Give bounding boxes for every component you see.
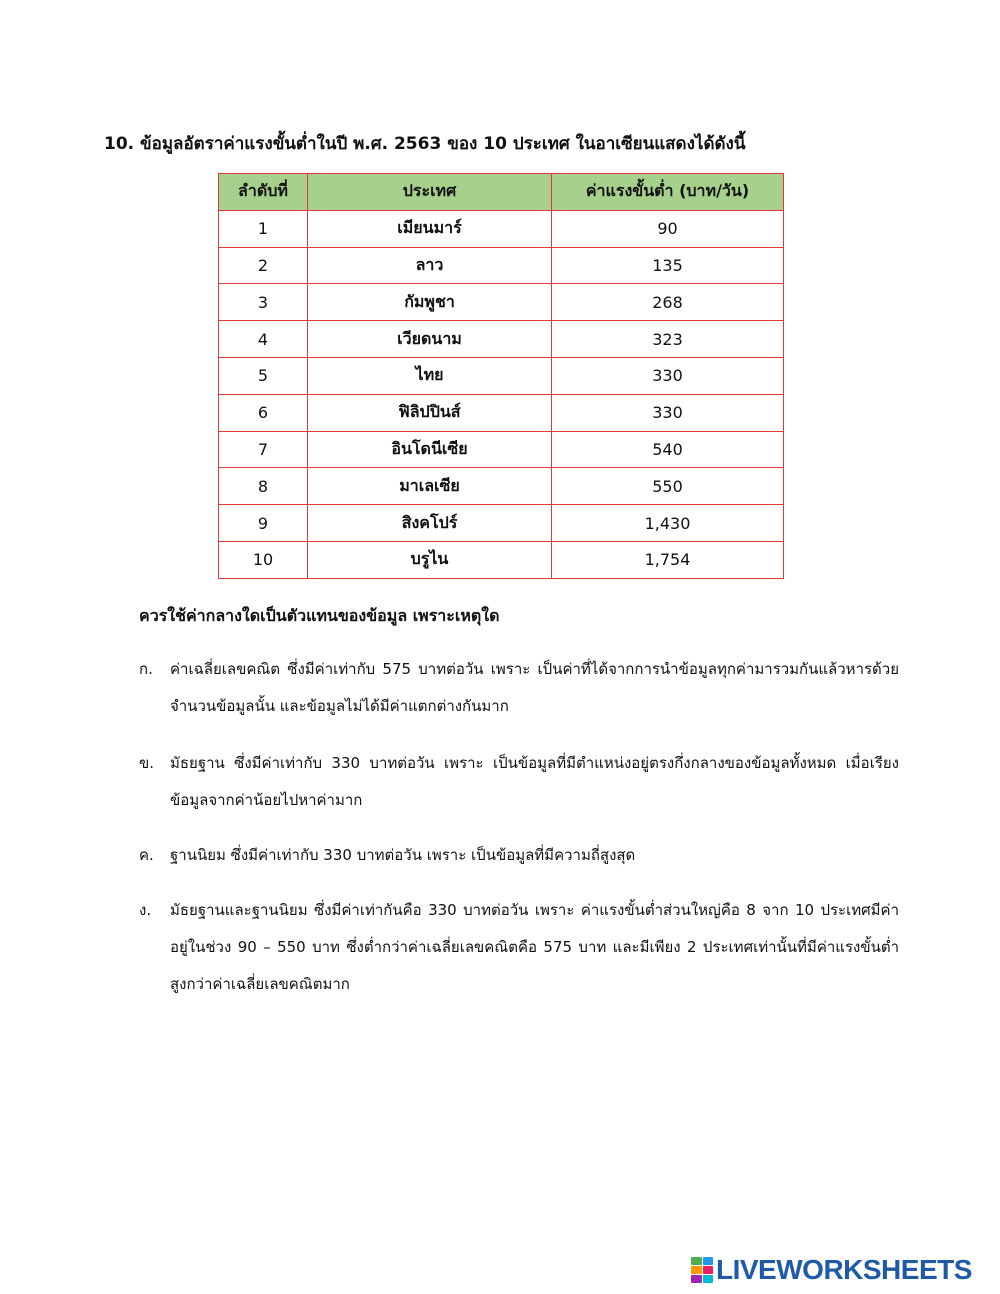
rank-cell: 10: [219, 541, 308, 578]
wage-cell: 90: [552, 210, 784, 247]
rank-cell: 1: [219, 210, 308, 247]
table-row: [219, 468, 784, 505]
country-cell: ไทย: [308, 357, 552, 394]
rank-cell: 7: [219, 431, 308, 468]
wage-cell: 550: [552, 468, 784, 505]
country-cell: เวียดนาม: [308, 321, 552, 358]
choice-label: ก.: [139, 660, 153, 678]
rank-cell: 5: [219, 357, 308, 394]
rank-cell: 4: [219, 321, 308, 358]
wage-cell: 330: [552, 357, 784, 394]
country-cell: ฟิลิปปินส์: [308, 394, 552, 431]
choice-text: ค่าเฉลี่ยเลขคณิต ซึ่งมีค่าเท่ากับ 575 บาทต่อวัน เพราะ เป็นค่าที่ได้จากการนำข้อมูลทุกค่ามารวมกันแล้วหารด้วยจำนวนข้อมูลนั้น และข้อมูลไม่ได้มีค่าแตกต่างกันมาก: [170, 660, 899, 715]
logo-text: LIVEWORKSHEETS: [716, 1254, 972, 1285]
header-rank: ลำดับที่: [219, 174, 308, 211]
table-row: [219, 284, 784, 321]
table-row: [219, 247, 784, 284]
choice-text: มัธยฐาน ซึ่งมีค่าเท่ากับ 330 บาทต่อวัน เพราะ เป็นข้อมูลที่มีตำแหน่งอยู่ตรงกึ่งกลางของข้อมูลทั้งหมด เมื่อเรียงข้อมูลจากค่าน้อยไปหาค่ามาก: [170, 754, 899, 809]
table-row: [219, 541, 784, 578]
table-header-row: [219, 174, 784, 211]
country-cell: อินโดนีเซีย: [308, 431, 552, 468]
header-country: ประเทศ: [308, 174, 552, 211]
logo-block: [691, 1257, 702, 1265]
table-row: [219, 210, 784, 247]
question-number: 10.: [104, 134, 135, 154]
table-row: [219, 394, 784, 431]
liveworksheets-logo[interactable]: [691, 1253, 972, 1287]
logo-block: [703, 1266, 714, 1274]
table-row: [219, 321, 784, 358]
logo-block: [691, 1266, 702, 1274]
rank-cell: 6: [219, 394, 308, 431]
question-title: [104, 130, 745, 157]
choice-text: ฐานนิยม ซึ่งมีค่าเท่ากับ 330 บาทต่อวัน เพราะ เป็นข้อมูลที่มีความถี่สูงสุด: [170, 846, 636, 864]
country-cell: บรูไน: [308, 541, 552, 578]
table-row: [219, 357, 784, 394]
country-cell: เมียนมาร์: [308, 210, 552, 247]
question-text: ข้อมูลอัตราค่าแรงขั้นต่ำในปี พ.ศ. 2563 ของ 10 ประเทศ ในอาเซียนแสดงได้ดังนี้: [140, 134, 746, 154]
country-cell: สิงคโปร์: [308, 505, 552, 542]
choice-c[interactable]: [139, 837, 899, 874]
rank-cell: 3: [219, 284, 308, 321]
country-cell: ลาว: [308, 247, 552, 284]
country-cell: มาเลเซีย: [308, 468, 552, 505]
wage-table: [218, 173, 784, 579]
rank-cell: 8: [219, 468, 308, 505]
header-wage: ค่าแรงขั้นต่ำ (บาท/วัน): [552, 174, 784, 211]
choice-b[interactable]: [139, 745, 899, 819]
rank-cell: 2: [219, 247, 308, 284]
country-cell: กัมพูชา: [308, 284, 552, 321]
choice-text: มัธยฐานและฐานนิยม ซึ่งมีค่าเท่ากันคือ 330 บาทต่อวัน เพราะ ค่าแรงขั้นต่ำส่วนใหญ่คือ 8 จาก 10 ประเทศมีค่าอยู่ในช่วง 90 – 550 บาท ซึ่งต่ำกว่าค่าเฉลี่ยเลขคณิตคือ 575 บาท และมีเพียง 2 ประเทศเท่านั้นที่มีค่าแรงขั้นต่ำสูงกว่าค่าเฉลี่ยเลขคณิตมาก: [170, 901, 899, 993]
wage-cell: 135: [552, 247, 784, 284]
logo-mark-icon: [691, 1257, 713, 1283]
choice-label: ข.: [139, 754, 155, 772]
question-prompt: ควรใช้ค่ากลางใดเป็นตัวแทนของข้อมูล เพราะเหตุใด: [139, 606, 500, 625]
choice-d[interactable]: [139, 892, 899, 1003]
wage-cell: 330: [552, 394, 784, 431]
wage-cell: 1,430: [552, 505, 784, 542]
wage-cell: 540: [552, 431, 784, 468]
table-row: [219, 431, 784, 468]
table-row: [219, 505, 784, 542]
wage-cell: 1,754: [552, 541, 784, 578]
logo-block: [703, 1275, 714, 1283]
choice-a[interactable]: [139, 651, 899, 725]
logo-block: [691, 1275, 702, 1283]
wage-cell: 323: [552, 321, 784, 358]
rank-cell: 9: [219, 505, 308, 542]
choice-label: ง.: [139, 901, 152, 919]
wage-cell: 268: [552, 284, 784, 321]
choice-label: ค.: [139, 846, 154, 864]
logo-block: [703, 1257, 714, 1265]
